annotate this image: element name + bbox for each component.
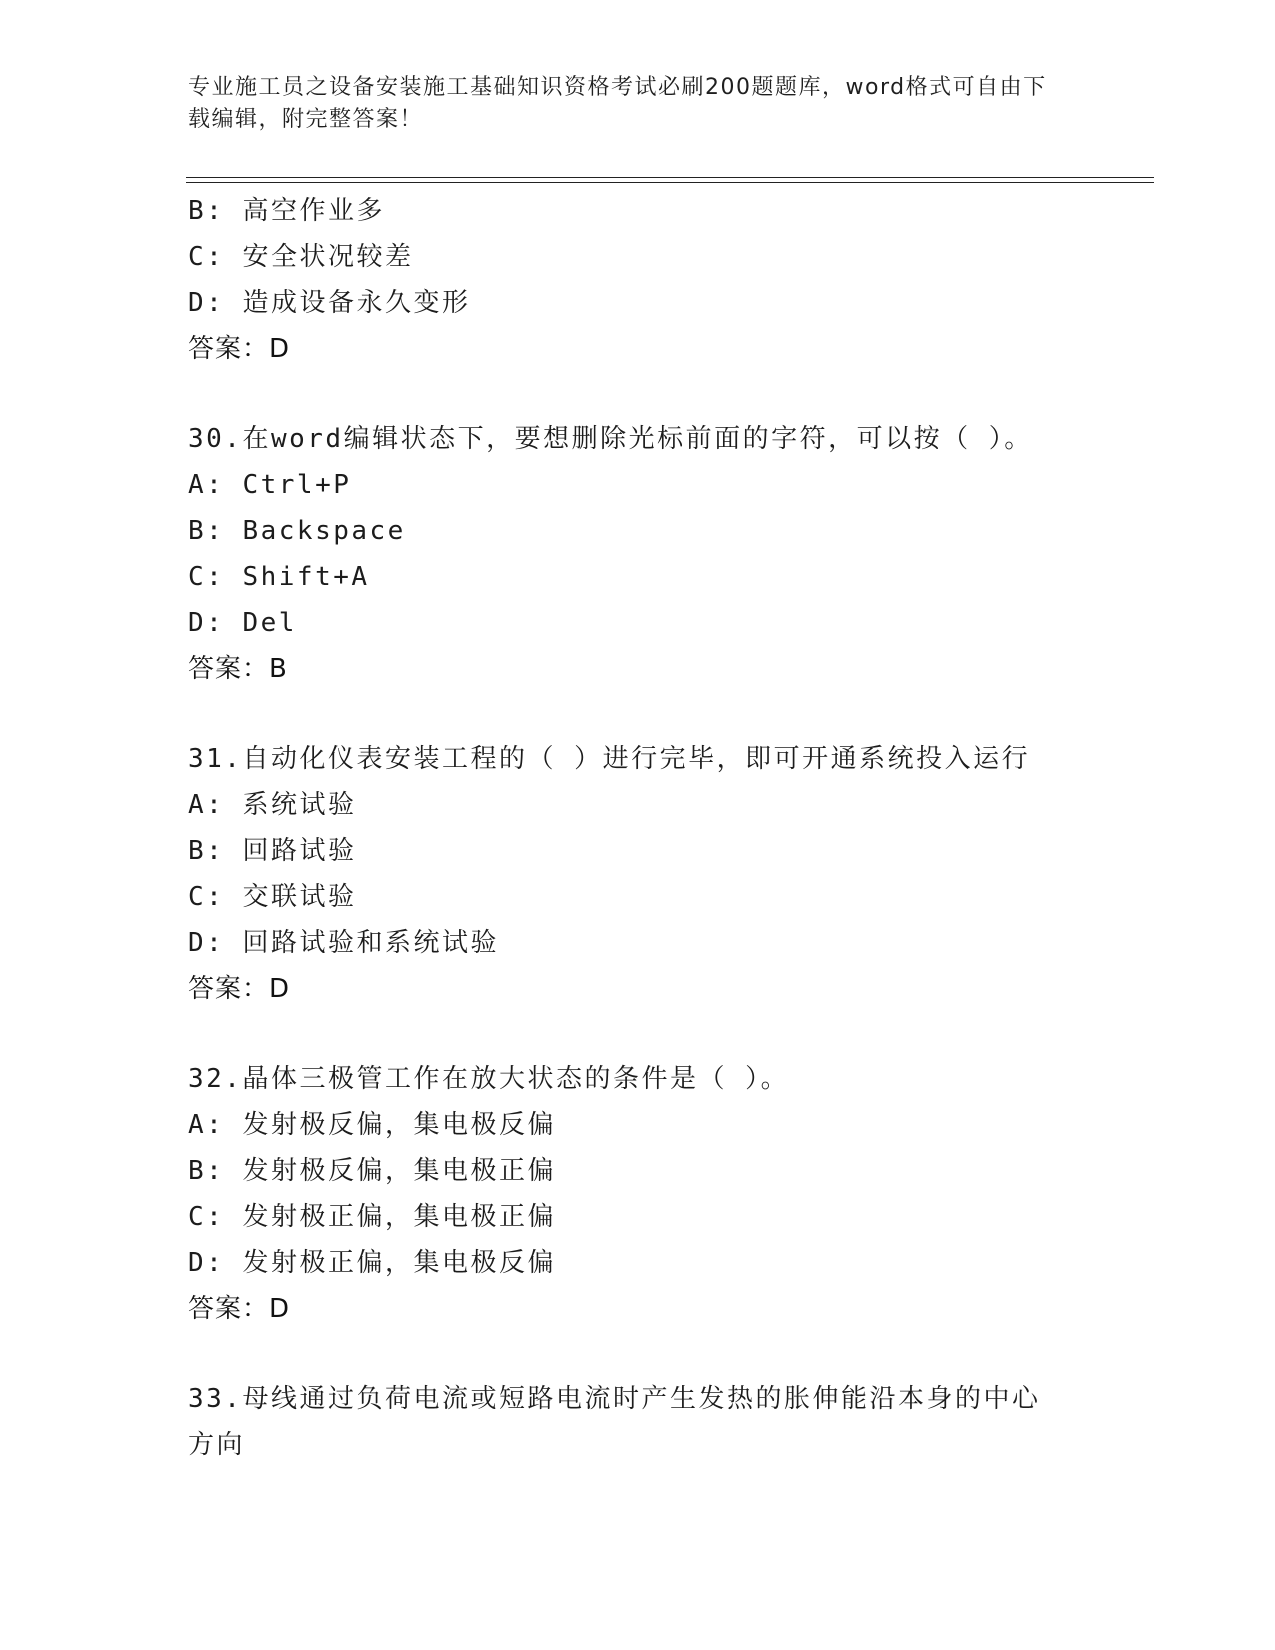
question-block-33 bbox=[188, 1376, 1088, 1468]
answer-line: 答案：D bbox=[188, 334, 291, 364]
option-b: B: 高空作业多 bbox=[188, 196, 385, 226]
option-c: C: 交联试验 bbox=[188, 882, 357, 912]
option-a: A: 发射极反偏，集电极反偏 bbox=[188, 1110, 556, 1140]
option-d: D: 发射极正偏，集电极反偏 bbox=[188, 1248, 556, 1278]
question-stem: 33.母线通过负荷电流或短路电流时产生发热的胀伸能沿本身的中心方向 bbox=[188, 1384, 1041, 1460]
option-b: B: Backspace bbox=[188, 516, 406, 546]
option-b: B: 回路试验 bbox=[188, 836, 357, 866]
question-block-32 bbox=[188, 1056, 1088, 1332]
header-divider-bottom bbox=[186, 182, 1154, 183]
answer-line: 答案：B bbox=[188, 654, 288, 684]
question-stem: 32.晶体三极管工作在放大状态的条件是（ ）。 bbox=[188, 1064, 790, 1094]
document-header: 专业施工员之设备安装施工基础知识资格考试必刷200题题库，word格式可自由下载编辑，附完整答案！ bbox=[188, 75, 1047, 132]
option-c: C: Shift+A bbox=[188, 562, 370, 592]
option-c: C: 安全状况较差 bbox=[188, 242, 414, 272]
question-block-30 bbox=[188, 416, 1088, 692]
option-b: B: 发射极反偏，集电极正偏 bbox=[188, 1156, 556, 1186]
question-list bbox=[188, 188, 1088, 1468]
answer-line: 答案：D bbox=[188, 1294, 291, 1324]
option-c: C: 发射极正偏，集电极正偏 bbox=[188, 1202, 556, 1232]
question-block-31 bbox=[188, 736, 1088, 1012]
option-d: D: 造成设备永久变形 bbox=[188, 288, 471, 318]
option-a: A: Ctrl+P bbox=[188, 470, 352, 500]
option-a: A: 系统试验 bbox=[188, 790, 357, 820]
question-block-29 bbox=[188, 188, 1088, 372]
question-stem: 30.在word编辑状态下，要想删除光标前面的字符，可以按（ ）。 bbox=[188, 424, 1033, 454]
option-d: D: Del bbox=[188, 608, 297, 638]
option-d: D: 回路试验和系统试验 bbox=[188, 928, 499, 958]
header-divider-top bbox=[186, 177, 1154, 178]
answer-line: 答案：D bbox=[188, 974, 291, 1004]
question-stem: 31.自动化仪表安装工程的（ ）进行完毕，即可开通系统投入运行 bbox=[188, 744, 1031, 774]
